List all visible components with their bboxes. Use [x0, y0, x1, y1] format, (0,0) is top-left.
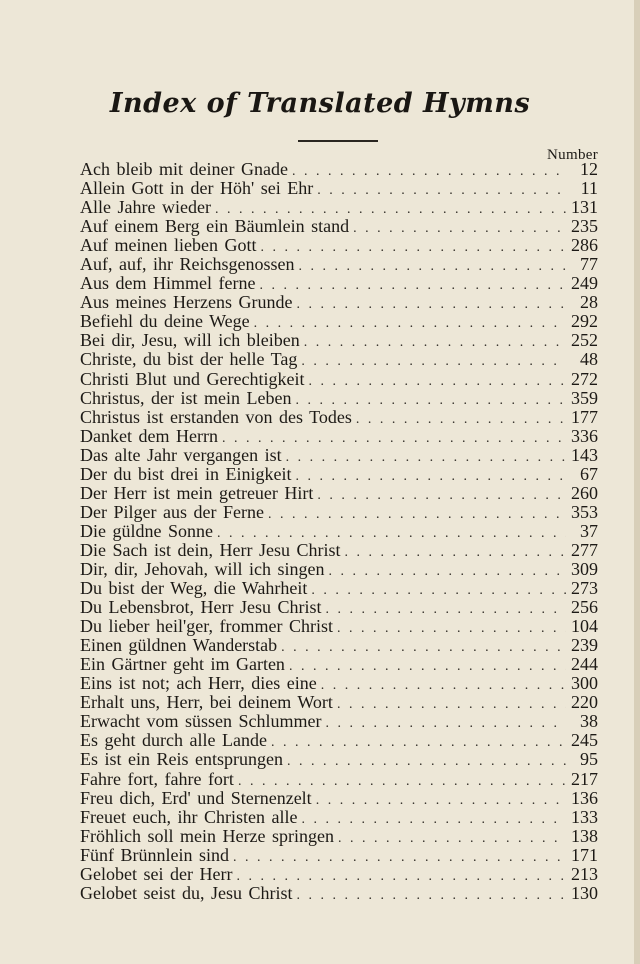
index-entry [80, 274, 598, 293]
index-entry [80, 350, 598, 369]
hymn-number: 131 [571, 197, 598, 218]
dot-leader [329, 562, 566, 581]
index-entry [80, 884, 598, 903]
index-entry [80, 674, 598, 693]
hymn-number: 171 [571, 844, 598, 865]
hymn-number: 353 [571, 501, 598, 522]
dot-leader [260, 238, 566, 257]
hymn-title: Du bist der Weg, die Wahrheit [80, 578, 308, 599]
index-entry [80, 255, 598, 274]
index-entry [80, 750, 598, 769]
dot-leader [311, 581, 566, 600]
dot-leader [298, 257, 566, 276]
index-entry [80, 503, 598, 522]
hymn-title: Der Herr ist mein getreuer Hirt [80, 482, 314, 503]
hymn-number: 104 [571, 616, 598, 637]
index-entry [80, 770, 598, 789]
hymn-number: 48 [580, 349, 598, 370]
hymn-title: Freuet euch, ihr Christen alle [80, 806, 298, 827]
hymn-number: 272 [571, 368, 598, 389]
hymn-title: Der Pilger aus der Ferne [80, 501, 264, 522]
hymn-title: Einen güldnen Wanderstab [80, 635, 278, 656]
hymn-number: 220 [571, 692, 598, 713]
dot-leader [292, 162, 566, 181]
index-entry [80, 560, 598, 579]
hymn-number: 37 [580, 520, 598, 541]
index-entry [80, 465, 598, 484]
number-column-header: Number [547, 147, 598, 163]
dot-leader [289, 657, 566, 676]
dot-leader [344, 543, 566, 562]
hymn-title: Aus dem Himmel ferne [80, 273, 256, 294]
hymn-title: Fahre fort, fahre fort [80, 768, 234, 789]
hymn-title: Auf meinen lieben Gott [80, 235, 257, 256]
hymn-title: Christe, du bist der helle Tag [80, 349, 298, 370]
dot-leader [297, 886, 567, 905]
hymn-title: Alle Jahre wieder [80, 197, 211, 218]
title-rule [298, 140, 378, 142]
hymn-number: 249 [571, 273, 598, 294]
dot-leader [296, 295, 566, 314]
hymn-number: 292 [571, 311, 598, 332]
index-entry [80, 331, 598, 350]
hymn-number: 273 [571, 578, 598, 599]
hymn-number: 130 [571, 882, 598, 903]
dot-leader [295, 467, 566, 486]
hymn-number: 359 [571, 387, 598, 408]
hymn-title: Ach bleib mit deiner Gnade [80, 159, 288, 179]
index-entry [80, 655, 598, 674]
hymn-number: 277 [571, 539, 598, 560]
hymn-title: Auf, auf, ihr Reichsgenossen [80, 254, 295, 275]
hymn-number: 177 [571, 406, 598, 427]
index-entry [80, 217, 598, 236]
hymn-title: Freu dich, Erd' und Sternenzelt [80, 787, 312, 808]
index-entry [80, 408, 598, 427]
index-entry [80, 522, 598, 541]
dot-leader [316, 791, 566, 810]
index-entry [80, 579, 598, 598]
dot-leader [286, 448, 566, 467]
index-entry [80, 789, 598, 808]
hymn-title: Erwacht vom süssen Schlummer [80, 711, 322, 732]
index-entry [80, 827, 598, 846]
dot-leader [259, 276, 566, 295]
index-entry [80, 389, 598, 408]
hymn-index-list [80, 160, 598, 903]
hymn-number: 95 [580, 749, 598, 770]
hymn-number: 133 [571, 806, 598, 827]
index-entry [80, 293, 598, 312]
dot-leader [304, 333, 566, 352]
hymn-title: Ein Gärtner geht im Garten [80, 654, 285, 675]
index-entry [80, 427, 598, 446]
hymn-number: 239 [571, 635, 598, 656]
hymn-number: 12 [580, 159, 598, 179]
hymn-number: 143 [571, 444, 598, 465]
hymn-title: Gelobet seist du, Jesu Christ [80, 882, 293, 903]
page-edge [634, 0, 640, 964]
hymn-number: 286 [571, 235, 598, 256]
dot-leader [317, 486, 566, 505]
hymn-title: Befiehl du deine Wege [80, 311, 250, 332]
hymn-title: Die güldne Sonne [80, 520, 213, 541]
dot-leader [233, 848, 566, 867]
index-entry [80, 712, 598, 731]
hymn-title: Dir, dir, Jehovah, will ich singen [80, 558, 325, 579]
index-entry [80, 617, 598, 636]
index-entry [80, 312, 598, 331]
index-entry [80, 693, 598, 712]
page-title: Index of Translated Hymns [109, 88, 531, 119]
hymn-title: Es geht durch alle Lande [80, 730, 267, 751]
hymn-number: 136 [571, 787, 598, 808]
hymn-number: 28 [580, 292, 598, 313]
hymn-number: 245 [571, 730, 598, 751]
hymn-title: Erhalt uns, Herr, bei deinem Wort [80, 692, 333, 713]
hymn-title: Es ist ein Reis entsprungen [80, 749, 283, 770]
dot-leader [325, 714, 566, 733]
dot-leader [287, 752, 566, 771]
hymn-title: Der du bist drei in Einigkeit [80, 463, 292, 484]
hymn-number: 336 [571, 425, 598, 446]
dot-leader [338, 829, 566, 848]
hymn-title: Du lieber heil'ger, frommer Christ [80, 616, 333, 637]
index-entry [80, 598, 598, 617]
dot-leader [317, 181, 566, 200]
hymn-number: 309 [571, 558, 598, 579]
hymn-title: Bei dir, Jesu, will ich bleiben [80, 330, 300, 351]
hymn-title: Danket dem Herrn [80, 425, 218, 446]
hymn-number: 217 [571, 768, 598, 789]
dot-leader [337, 619, 566, 638]
index-entry [80, 446, 598, 465]
hymn-number: 213 [571, 863, 598, 884]
hymn-number: 300 [571, 673, 598, 694]
index-entry [80, 865, 598, 884]
index-entry [80, 808, 598, 827]
hymn-title: Du Lebensbrot, Herr Jesu Christ [80, 597, 322, 618]
dot-leader [271, 733, 566, 752]
hymn-title: Christus, der ist mein Leben [80, 387, 292, 408]
hymn-number: 235 [571, 216, 598, 237]
index-entry [80, 636, 598, 655]
hymn-number: 11 [580, 178, 598, 199]
dot-leader [321, 676, 566, 695]
dot-leader [254, 314, 566, 333]
hymn-number: 38 [580, 711, 598, 732]
hymn-number: 260 [571, 482, 598, 503]
hymn-title: Fünf Brünnlein sind [80, 844, 230, 865]
hymn-title: Die Sach ist dein, Herr Jesu Christ [80, 539, 341, 560]
hymn-title: Fröhlich soll mein Herze springen [80, 825, 334, 846]
index-entry [80, 236, 598, 255]
index-entry [80, 484, 598, 503]
index-entry [80, 731, 598, 750]
dot-leader [353, 219, 566, 238]
index-entry [80, 198, 598, 217]
hymn-title: Eins ist not; ach Herr, dies eine [80, 673, 317, 694]
dot-leader [325, 600, 566, 619]
hymn-number: 252 [571, 330, 598, 351]
hymn-number: 138 [571, 825, 598, 846]
hymn-title: Auf einem Berg ein Bäumlein stand [80, 216, 350, 237]
dot-leader [301, 810, 566, 829]
index-entry [80, 160, 598, 179]
dot-leader [301, 352, 566, 371]
hymn-title: Christus ist erstanden von des Todes [80, 406, 352, 427]
dot-leader [281, 638, 566, 657]
hymn-number: 77 [580, 254, 598, 275]
hymn-number: 244 [571, 654, 598, 675]
index-entry [80, 370, 598, 389]
dot-leader [337, 695, 566, 714]
index-entry [80, 541, 598, 560]
hymn-title: Gelobet sei der Herr [80, 863, 233, 884]
hymn-title: Das alte Jahr vergangen ist [80, 444, 282, 465]
index-entry [80, 846, 598, 865]
hymn-title: Allein Gott in der Höh' sei Ehr [80, 178, 314, 199]
hymn-title: Christi Blut und Gerechtigkeit [80, 368, 305, 389]
hymn-number: 67 [580, 463, 598, 484]
hymn-title: Aus meines Herzens Grunde [80, 292, 293, 313]
dot-leader [308, 372, 566, 391]
dot-leader [268, 505, 566, 524]
dot-leader [356, 410, 566, 429]
index-entry [80, 179, 598, 198]
hymn-number: 256 [571, 597, 598, 618]
